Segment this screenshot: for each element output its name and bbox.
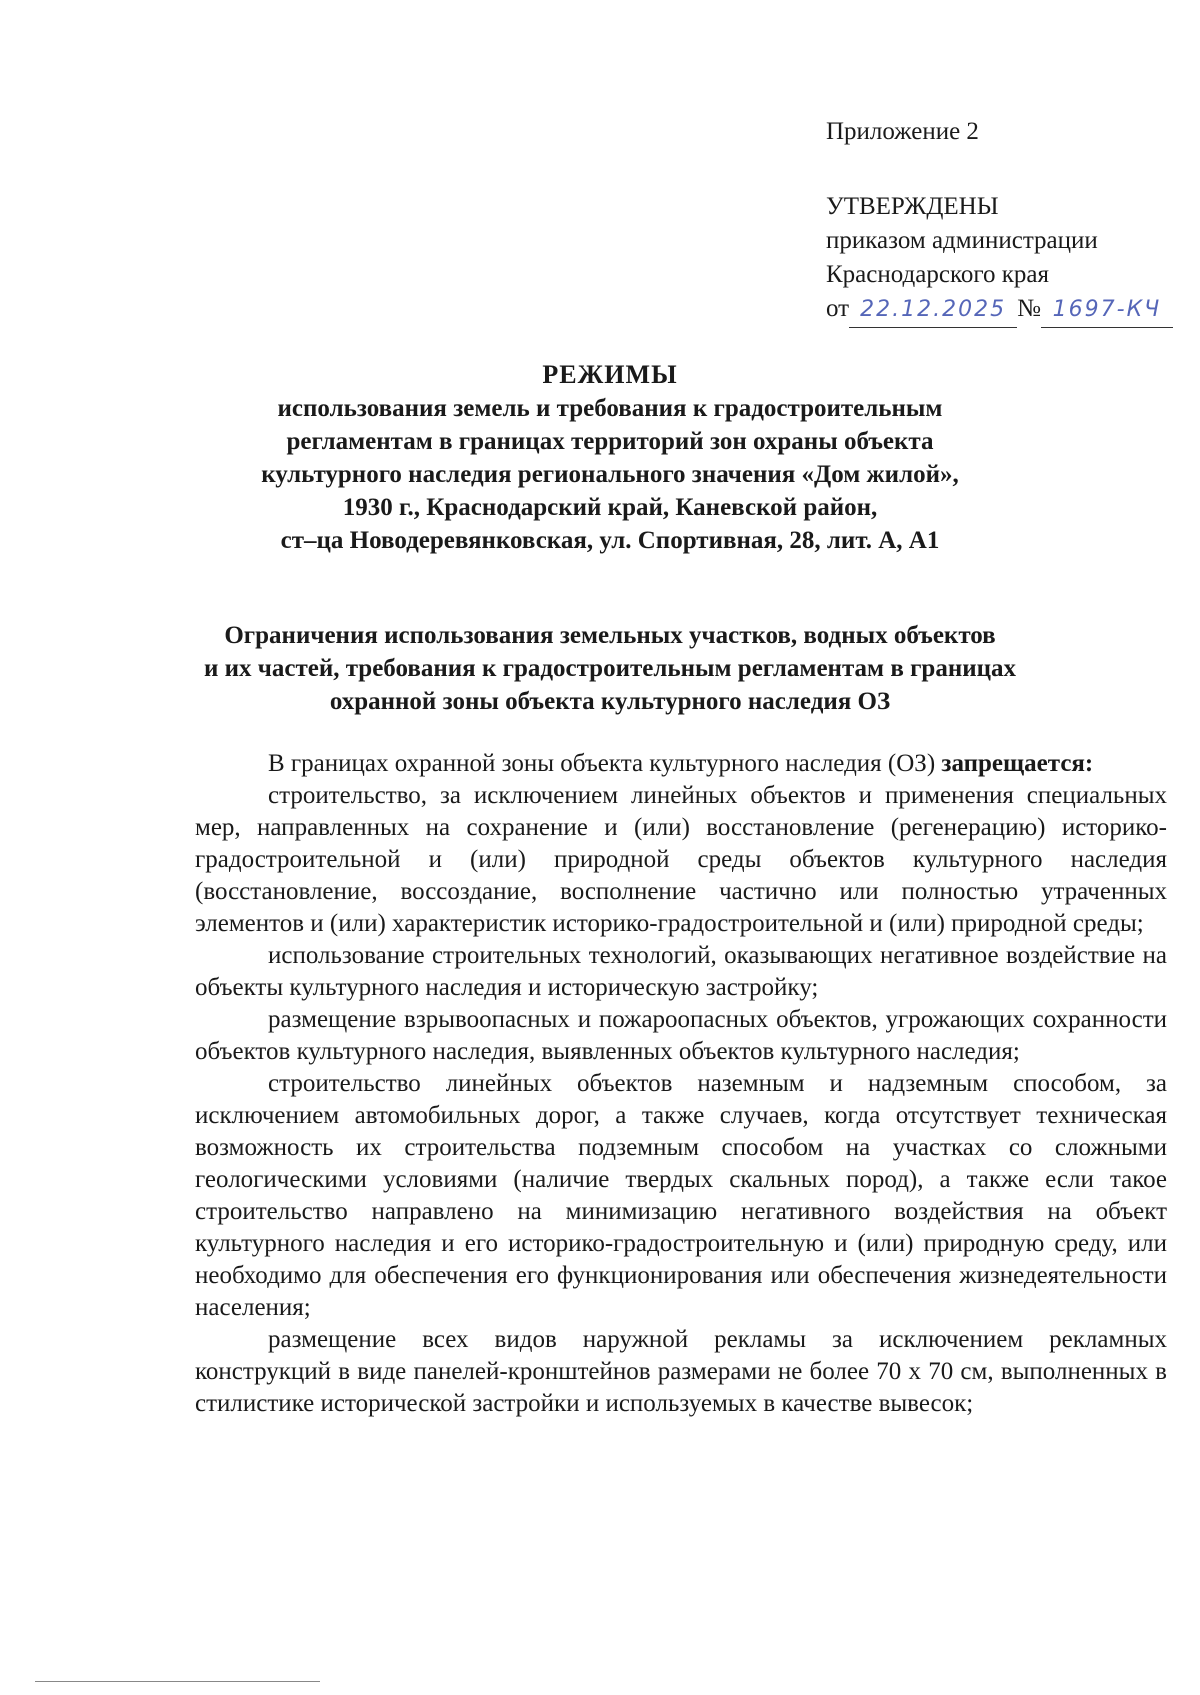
section-heading-line: Ограничения использования земельных участков, водных объектов	[224, 622, 996, 649]
title-line: ст–ца Новодеревянковская, ул. Спортивная, 28, лит. А, А1	[280, 527, 940, 554]
body-text	[195, 748, 1167, 1420]
date-field	[849, 292, 1017, 328]
footer-rule	[35, 1681, 320, 1682]
title-line: регламентам в границах территорий зон охраны объекта	[286, 428, 934, 455]
restriction-paragraph: использование строительных технологий, оказывающих негативное воздействие на объекты культурного наследия и историческую застройку;	[195, 942, 1167, 1001]
section-heading	[170, 619, 1050, 718]
approved-by-line-2: Краснодарского края	[826, 261, 1049, 288]
title-line: культурного наследия регионального значения «Дом жилой»,	[261, 461, 959, 488]
approved-by-line-1: приказом администрации	[826, 227, 1098, 254]
document-title	[190, 358, 1030, 557]
title-line: 1930 г., Краснодарский край, Каневской район,	[342, 494, 878, 521]
handwritten-date: 22.12.2025	[860, 297, 1007, 322]
handwritten-number: 1697-КЧ	[1052, 297, 1162, 322]
date-prefix: от	[826, 295, 850, 322]
title-line: использования земель и требования к градостроительным	[277, 395, 943, 422]
section-heading-line: и их частей, требования к градостроительным регламентам в границах	[203, 655, 1017, 682]
restriction-paragraph: строительство линейных объектов наземным и надземным способом, за исключением автомобильных дорог, а также случаев, когда отсутствует техническая возможность их строительства подземным способом на участках со сложными геологическими условиями (наличие твердых скальных пород), а также если такое строительство направлено на минимизацию негативного воздействия на объект культурного наследия и его историко-градостроительную и (или) природную среду, или необходимо для обеспечения его функционирования или обеспечения жизнедеятельности населения;	[195, 1070, 1167, 1321]
intro-text: В границах охранной зоны объекта культурного наследия (ОЗ)	[268, 750, 936, 777]
restriction-paragraph: размещение взрывоопасных и пожароопасных объектов, угрожающих сохранности объектов культурного наследия, выявленных объектов культурного наследия;	[195, 1006, 1167, 1065]
restriction-paragraph: размещение всех видов наружной рекламы за исключением рекламных конструкций в виде панелей-кронштейнов размерами не более 70 х 70 см, выполненных в стилистике исторической застройки и используемых в качестве вывесок;	[195, 1326, 1167, 1417]
restriction-paragraph: строительство, за исключением линейных объектов и применения специальных мер, направленных на сохранение и (или) восстановление (регенерацию) историко-градостроительной и (или) природной среды объектов культурного наследия (восстановление, воссоздание, восполнение частично или полностью утраченных элементов и (или) характеристик историко-градостроительной и (или) природной среды;	[195, 782, 1167, 937]
number-sign: №	[1017, 295, 1041, 322]
intro-bold: запрещается:	[941, 750, 1094, 777]
approval-block	[826, 190, 1173, 328]
appendix-label: Приложение 2	[826, 118, 979, 145]
number-field	[1041, 292, 1173, 328]
order-date-number-line	[826, 292, 1173, 328]
approved-heading: УТВЕРЖДЕНЫ	[826, 193, 999, 220]
section-heading-line: охранной зоны объекта культурного наследия ОЗ	[329, 688, 891, 715]
intro-paragraph	[195, 748, 1167, 780]
title-heading: РЕЖИМЫ	[542, 360, 678, 389]
